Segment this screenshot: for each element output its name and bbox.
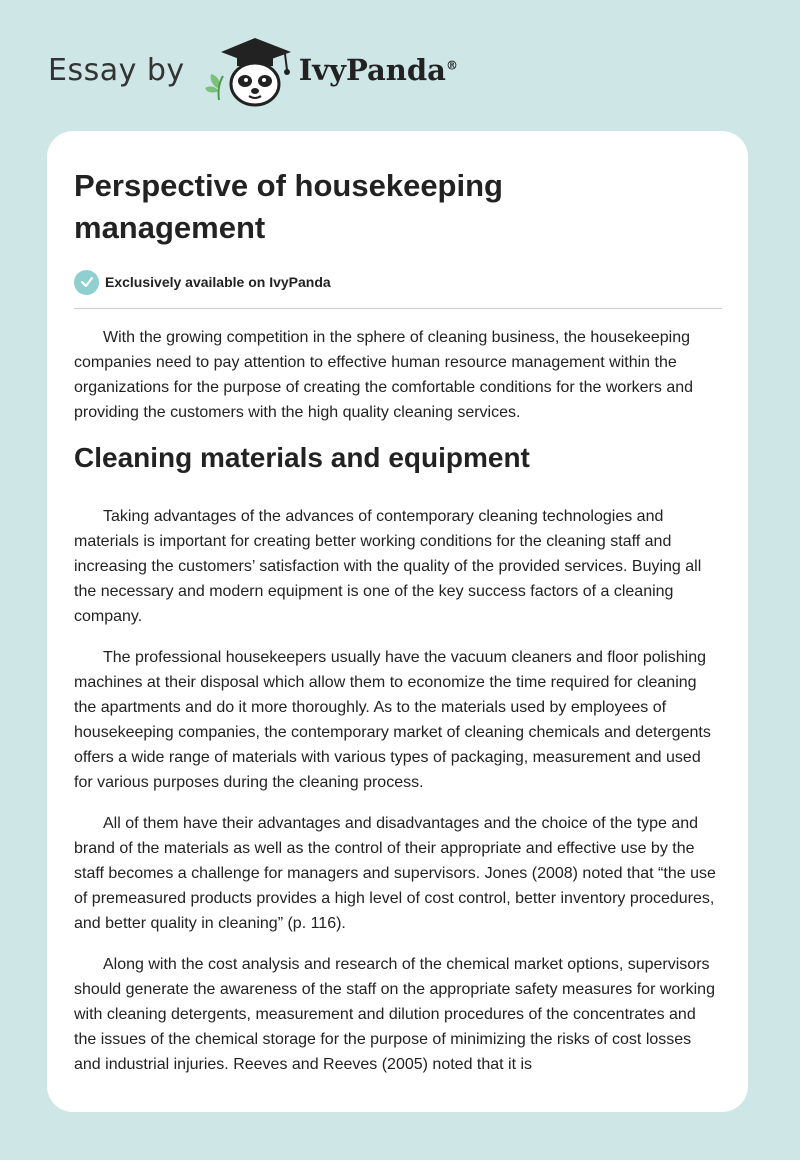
panda-logo-icon[interactable] — [203, 30, 295, 110]
site-header — [48, 30, 458, 110]
body-paragraph: All of them have their advantages and disadvantages and the choice of the type and brand of the materials as well as the control of their appropriate and effective use by the staff becomes a challenge for managers and supervisors. Jones (2008) noted that “the use of premeasured products provides a high level of cost control, better inventory procedures, and better quality in cleaning” (p. 116). — [74, 815, 716, 932]
brand-text: IvyPanda — [298, 53, 446, 87]
brand-name[interactable] — [299, 53, 458, 87]
registered-mark: ® — [445, 58, 458, 73]
title-divider — [74, 308, 722, 309]
exclusive-badge — [74, 269, 722, 295]
body-paragraph: Taking advantages of the advances of contemporary cleaning technologies and materials is important for creating better working conditions for the cleaning staff and increasing the customers’ satisfaction with the quality of the provided services. Buying all the necessary and modern equipment is one of the key success factors of a cleaning company. — [74, 508, 702, 625]
essay-card — [47, 131, 748, 1112]
section-heading: Cleaning materials and equipment — [74, 442, 530, 473]
body-paragraph: Along with the cost analysis and research of the chemical market options, supervisors should generate the awareness of the staff on the appropriate safety measures for working with cleaning detergents, measurement and dilution procedures of the concentrates and the issues of the chemical storage for the purpose of minimizing the risks of cost losses and industrial injuries. Reeves and Reeves (2005) noted that it is — [74, 956, 715, 1073]
page-title: Perspective of housekeeping management — [74, 168, 503, 245]
exclusive-label: Exclusively available on IvyPanda — [105, 274, 331, 290]
check-icon — [74, 270, 99, 295]
essay-by-label: Essay by — [48, 52, 185, 88]
intro-paragraph: With the growing competition in the sphere of cleaning business, the housekeeping companies need to pay attention to effective human resource management within the organizations for the purpose of creating the comfortable conditions for the workers and providing the customers with the high quality cleaning services. — [74, 329, 694, 421]
body-paragraph: The professional housekeepers usually have the vacuum cleaners and floor polishing machines at their disposal which allow them to economize the time required for cleaning the apartments and do it more thoroughly. As to the materials used by employees of housekeeping companies, the contemporary market of cleaning chemicals and detergents offers a wide range of materials with various types of packaging, measurement and used for various purposes during the cleaning process. — [74, 649, 711, 791]
